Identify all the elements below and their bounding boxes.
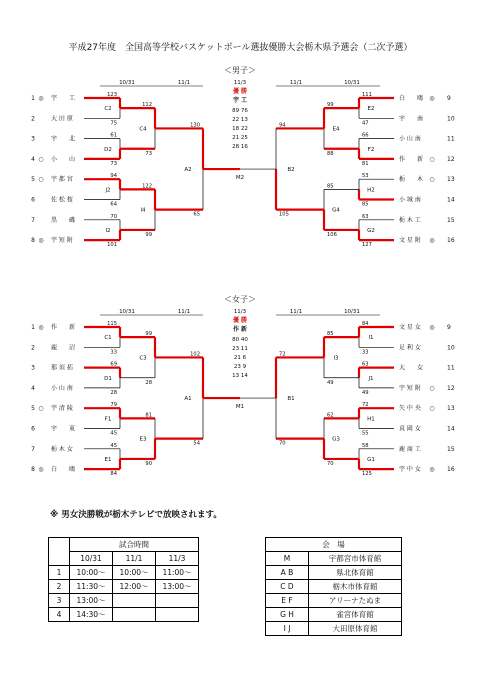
- match-score: 73: [145, 150, 152, 157]
- match-id: F2: [367, 146, 375, 153]
- team-name: 文 星 附: [399, 237, 421, 245]
- match-id: E2: [367, 106, 375, 113]
- round-date: 10/31: [119, 80, 135, 86]
- team-mark: ○: [38, 176, 44, 184]
- schedule-cell: 4: [49, 608, 70, 622]
- schedule-cell: 13:00～: [156, 580, 199, 594]
- match-id: B2: [287, 167, 295, 174]
- venue-name: 大田原体育館: [309, 622, 402, 636]
- match-id: I4: [140, 207, 146, 214]
- match-score: 70: [110, 213, 117, 220]
- match-score: 49: [327, 379, 334, 386]
- match-id: E4: [332, 126, 340, 133]
- match-id: D1: [104, 375, 112, 382]
- team-name: 鹿 沼: [51, 344, 76, 352]
- team-seed: 16: [447, 466, 455, 474]
- team-seed: 7: [31, 445, 35, 453]
- venue-code: M: [266, 552, 309, 566]
- match-score: 81: [362, 160, 369, 167]
- match-score: 49: [362, 389, 369, 396]
- match-score: 84: [110, 471, 117, 478]
- team-name: 小 城 南: [399, 196, 421, 204]
- team-mark: ◎: [38, 466, 44, 474]
- match-id: B1: [287, 396, 295, 403]
- match-score: 123: [107, 92, 117, 98]
- venue-row: [266, 580, 402, 594]
- match-score: 63: [362, 361, 369, 368]
- match-score: 45: [110, 442, 117, 449]
- match-score: 106: [327, 231, 337, 238]
- team-name: 栃 木 工: [399, 216, 421, 224]
- team-name: 小 山 南: [399, 135, 421, 143]
- match-score: 28: [145, 379, 152, 386]
- team-name: 宇 都 宮: [51, 176, 73, 184]
- final-period-score: 21 6: [233, 355, 247, 361]
- team-mark: ◎: [38, 237, 44, 245]
- match-score: 55: [362, 430, 369, 437]
- match-id: J2: [105, 187, 111, 194]
- team-name: 小 山: [51, 155, 76, 163]
- venue-code: E F: [266, 594, 309, 608]
- champion-name: 作 新: [232, 326, 248, 333]
- match-score: 33: [110, 349, 117, 356]
- match-score: 45: [110, 430, 117, 437]
- match-id: C1: [104, 335, 112, 342]
- champion-label: 優 勝: [232, 317, 248, 324]
- schedule-cell: [113, 594, 156, 608]
- match-score: 62: [327, 412, 334, 419]
- match-score: 53: [362, 173, 369, 180]
- schedule-row: [49, 594, 199, 608]
- team-mark: ◎: [38, 324, 44, 331]
- match-score: 28: [110, 389, 117, 396]
- team-name: 宇 短 附: [399, 384, 421, 392]
- team-mark: ◎: [429, 95, 435, 102]
- match-id: E1: [104, 456, 112, 463]
- match-score: 99: [145, 331, 152, 338]
- team-name: 宇 短 附: [51, 237, 73, 245]
- match-score: 130: [190, 122, 200, 129]
- team-seed: 7: [31, 216, 35, 224]
- match-id: C2: [104, 106, 112, 113]
- team-mark: ○: [429, 405, 435, 413]
- team-mark: ○: [429, 384, 435, 392]
- team-seed: 12: [447, 384, 455, 392]
- match-score: 54: [193, 440, 200, 447]
- match-score: 105: [279, 211, 289, 218]
- schedule-cell: 1: [49, 566, 70, 580]
- match-id: I1: [368, 335, 374, 342]
- match-id: H2: [367, 187, 375, 194]
- team-seed: 14: [447, 425, 455, 433]
- match-id: J1: [368, 375, 374, 382]
- venue-heading: 会 場: [266, 538, 402, 552]
- final-period-score: 21 25: [232, 135, 248, 141]
- team-seed: 13: [447, 405, 455, 413]
- match-score: 33: [362, 349, 369, 356]
- team-seed: 14: [447, 196, 455, 204]
- final-id: M2: [235, 175, 245, 182]
- team-name: 宇 中 女: [399, 466, 421, 474]
- match-id: H1: [367, 416, 375, 423]
- venue-row: [266, 622, 402, 636]
- schedule-corner: [49, 538, 70, 566]
- broadcast-note: ※ 男女決勝戦が栃木テレビで放映されます。: [50, 510, 222, 520]
- team-name: 小 山 南: [51, 384, 73, 392]
- match-score: 94: [110, 173, 117, 180]
- team-seed: 8: [31, 237, 35, 245]
- match-score: 63: [362, 213, 369, 220]
- match-score: 69: [110, 361, 117, 368]
- team-name: 栃 木 女: [51, 445, 73, 453]
- match-score: 125: [362, 471, 372, 478]
- venue-name: 雀宮体育館: [309, 608, 402, 622]
- team-name: 文 星 女: [399, 324, 421, 331]
- match-score: 65: [193, 211, 200, 218]
- team-seed: 11: [447, 135, 455, 143]
- team-name: 真 岡 女: [399, 425, 421, 433]
- venue-row: [266, 594, 402, 608]
- venue-name: 宇都宮市体育館: [309, 552, 402, 566]
- team-name: 那 須 拓: [51, 364, 73, 372]
- team-seed: 6: [31, 196, 35, 204]
- round-date: 11/1: [177, 80, 191, 86]
- team-seed: 15: [447, 216, 455, 224]
- match-score: 84: [362, 321, 369, 327]
- match-score: 88: [327, 150, 334, 157]
- team-mark: ○: [38, 405, 44, 413]
- match-score: 115: [107, 321, 117, 327]
- match-score: 61: [110, 132, 117, 139]
- schedule-cell: 3: [49, 594, 70, 608]
- match-score: 112: [142, 102, 152, 109]
- match-score: 99: [145, 231, 152, 238]
- match-score: 111: [362, 92, 372, 98]
- match-id: I2: [105, 227, 111, 234]
- team-seed: 3: [31, 364, 35, 372]
- team-seed: 4: [31, 384, 35, 392]
- final-period-score: 13 14: [232, 373, 248, 379]
- final-period-score: 89 76: [232, 108, 248, 114]
- team-name: 作 新: [399, 155, 424, 163]
- venue-code: A B: [266, 566, 309, 580]
- team-name: 矢 中 央: [399, 405, 421, 413]
- team-name: 宇 工: [51, 95, 76, 102]
- team-seed: 3: [31, 135, 35, 143]
- final-period-score: 23 11: [232, 346, 248, 352]
- schedule-row: [49, 608, 199, 622]
- team-name: 宇 東: [51, 425, 76, 433]
- team-name: 鹿 商 工: [399, 445, 421, 453]
- match-score: 122: [142, 183, 152, 190]
- schedule-col-header: 11/1: [113, 552, 156, 566]
- champion-label: 優 勝: [232, 88, 248, 95]
- match-id: C3: [139, 355, 147, 362]
- match-id: F1: [104, 416, 112, 423]
- round-date: 11/3: [233, 80, 247, 86]
- team-seed: 10: [447, 115, 455, 123]
- team-seed: 9: [447, 324, 451, 331]
- team-seed: 5: [31, 176, 35, 184]
- match-id: D2: [104, 146, 112, 153]
- team-mark: ○: [429, 155, 435, 163]
- team-seed: 13: [447, 176, 455, 184]
- round-date: 11/3: [233, 309, 247, 315]
- match-score: 81: [145, 412, 152, 419]
- team-seed: 5: [31, 405, 35, 413]
- team-name: 大 女: [399, 364, 424, 372]
- match-score: 127: [362, 242, 372, 249]
- team-mark: ◎: [429, 237, 435, 245]
- schedule-heading: 試合時間: [70, 538, 199, 552]
- team-seed: 8: [31, 466, 35, 474]
- final-period-score: 23 9: [233, 364, 247, 370]
- schedule-row: [49, 566, 199, 580]
- venue-table: [265, 537, 402, 636]
- schedule-cell: 10:00～: [70, 566, 113, 580]
- match-score: 70: [327, 460, 334, 467]
- team-seed: 15: [447, 445, 455, 453]
- schedule-cell: 14:30～: [70, 608, 113, 622]
- team-name: 宇 清 陵: [51, 405, 73, 413]
- final-period-score: 22 13: [232, 117, 248, 123]
- match-id: C4: [139, 126, 147, 133]
- final-period-score: 80 40: [232, 337, 248, 343]
- team-name: 白 鴎: [51, 466, 76, 474]
- match-score: 85: [327, 183, 334, 190]
- match-id: G1: [367, 456, 375, 463]
- team-seed: 1: [31, 95, 35, 102]
- venue-row: [266, 566, 402, 580]
- team-name: 栃 木: [399, 176, 424, 184]
- match-score: 66: [362, 132, 369, 139]
- venue-code: C D: [266, 580, 309, 594]
- round-date: 10/31: [119, 309, 135, 315]
- team-mark: ◎: [429, 324, 435, 331]
- match-id: G2: [367, 227, 375, 234]
- final-period-score: 28 16: [232, 144, 248, 150]
- schedule-cell: [156, 608, 199, 622]
- team-seed: 1: [31, 324, 35, 331]
- team-name: 黒 磯: [51, 216, 76, 224]
- match-id: A2: [184, 167, 192, 174]
- match-score: 85: [362, 201, 369, 208]
- team-mark: ◎: [429, 466, 435, 474]
- team-mark: ○: [38, 155, 44, 163]
- venue-name: 栃木市体育館: [309, 580, 402, 594]
- match-id: G3: [332, 436, 340, 443]
- match-score: 64: [110, 201, 117, 208]
- bracket-label: ＜女子＞: [224, 295, 256, 304]
- schedule-cell: 11:00～: [156, 566, 199, 580]
- champion-name: 宇 工: [232, 97, 248, 104]
- match-id: E3: [139, 436, 147, 443]
- round-date: 10/31: [344, 309, 360, 315]
- team-seed: 12: [447, 155, 455, 163]
- schedule-cell: 2: [49, 580, 70, 594]
- team-seed: 10: [447, 344, 455, 352]
- match-score: 101: [107, 242, 117, 249]
- match-id: I3: [333, 355, 339, 362]
- round-date: 11/1: [289, 309, 303, 315]
- schedule-table: [48, 537, 199, 622]
- match-score: 94: [279, 122, 286, 129]
- bracket-label: ＜男子＞: [224, 66, 256, 75]
- schedule-cell: 12:00～: [113, 580, 156, 594]
- venue-row: [266, 608, 402, 622]
- team-name: 佐 松 桜: [51, 196, 73, 204]
- team-seed: 2: [31, 115, 35, 123]
- match-score: 72: [362, 402, 369, 409]
- final-id: M1: [235, 404, 245, 411]
- match-score: 72: [279, 351, 286, 358]
- team-seed: 4: [31, 155, 35, 163]
- schedule-cell: 11:30～: [70, 580, 113, 594]
- round-date: 11/1: [289, 80, 303, 86]
- venue-name: アリーナたぬま: [309, 594, 402, 608]
- match-score: 90: [145, 460, 152, 467]
- match-score: 102: [190, 351, 200, 358]
- schedule-col-header: 10/31: [70, 552, 113, 566]
- team-seed: 16: [447, 237, 455, 245]
- round-date: 11/1: [177, 309, 191, 315]
- match-score: 58: [362, 442, 369, 449]
- page-title: 平成27年度 全国高等学校バスケットボール選抜優勝大会栃木県予選会（二次予選）: [68, 43, 413, 53]
- round-date: 10/31: [344, 80, 360, 86]
- match-score: 99: [327, 102, 334, 109]
- match-score: 79: [110, 402, 117, 409]
- match-score: 73: [110, 160, 117, 167]
- team-name: 作 新: [51, 324, 76, 331]
- schedule-row: [49, 580, 199, 594]
- venue-row: [266, 552, 402, 566]
- final-period-score: 18 22: [232, 126, 248, 132]
- match-score: 75: [110, 120, 117, 127]
- team-seed: 6: [31, 425, 35, 433]
- team-seed: 2: [31, 344, 35, 352]
- schedule-cell: [156, 594, 199, 608]
- team-seed: 9: [447, 95, 451, 102]
- venue-code: G H: [266, 608, 309, 622]
- match-score: 85: [327, 331, 334, 338]
- match-id: A1: [184, 396, 192, 403]
- team-mark: ○: [429, 176, 435, 184]
- team-name: 大 田 原: [51, 115, 73, 123]
- team-name: 足 利 女: [399, 344, 421, 352]
- team-name: 宇 北: [51, 135, 76, 143]
- match-id: G4: [332, 207, 340, 214]
- venue-code: I J: [266, 622, 309, 636]
- venue-name: 県北体育館: [309, 566, 402, 580]
- schedule-cell: [113, 608, 156, 622]
- schedule-cell: 13:00～: [70, 594, 113, 608]
- team-name: 白 鴎: [399, 95, 424, 102]
- schedule-cell: 10:00～: [113, 566, 156, 580]
- schedule-col-header: 11/3: [156, 552, 199, 566]
- team-mark: ◎: [38, 95, 44, 102]
- team-name: 宇 南: [399, 115, 424, 123]
- match-score: 47: [362, 120, 369, 127]
- team-seed: 11: [447, 364, 455, 372]
- match-score: 70: [279, 440, 286, 447]
